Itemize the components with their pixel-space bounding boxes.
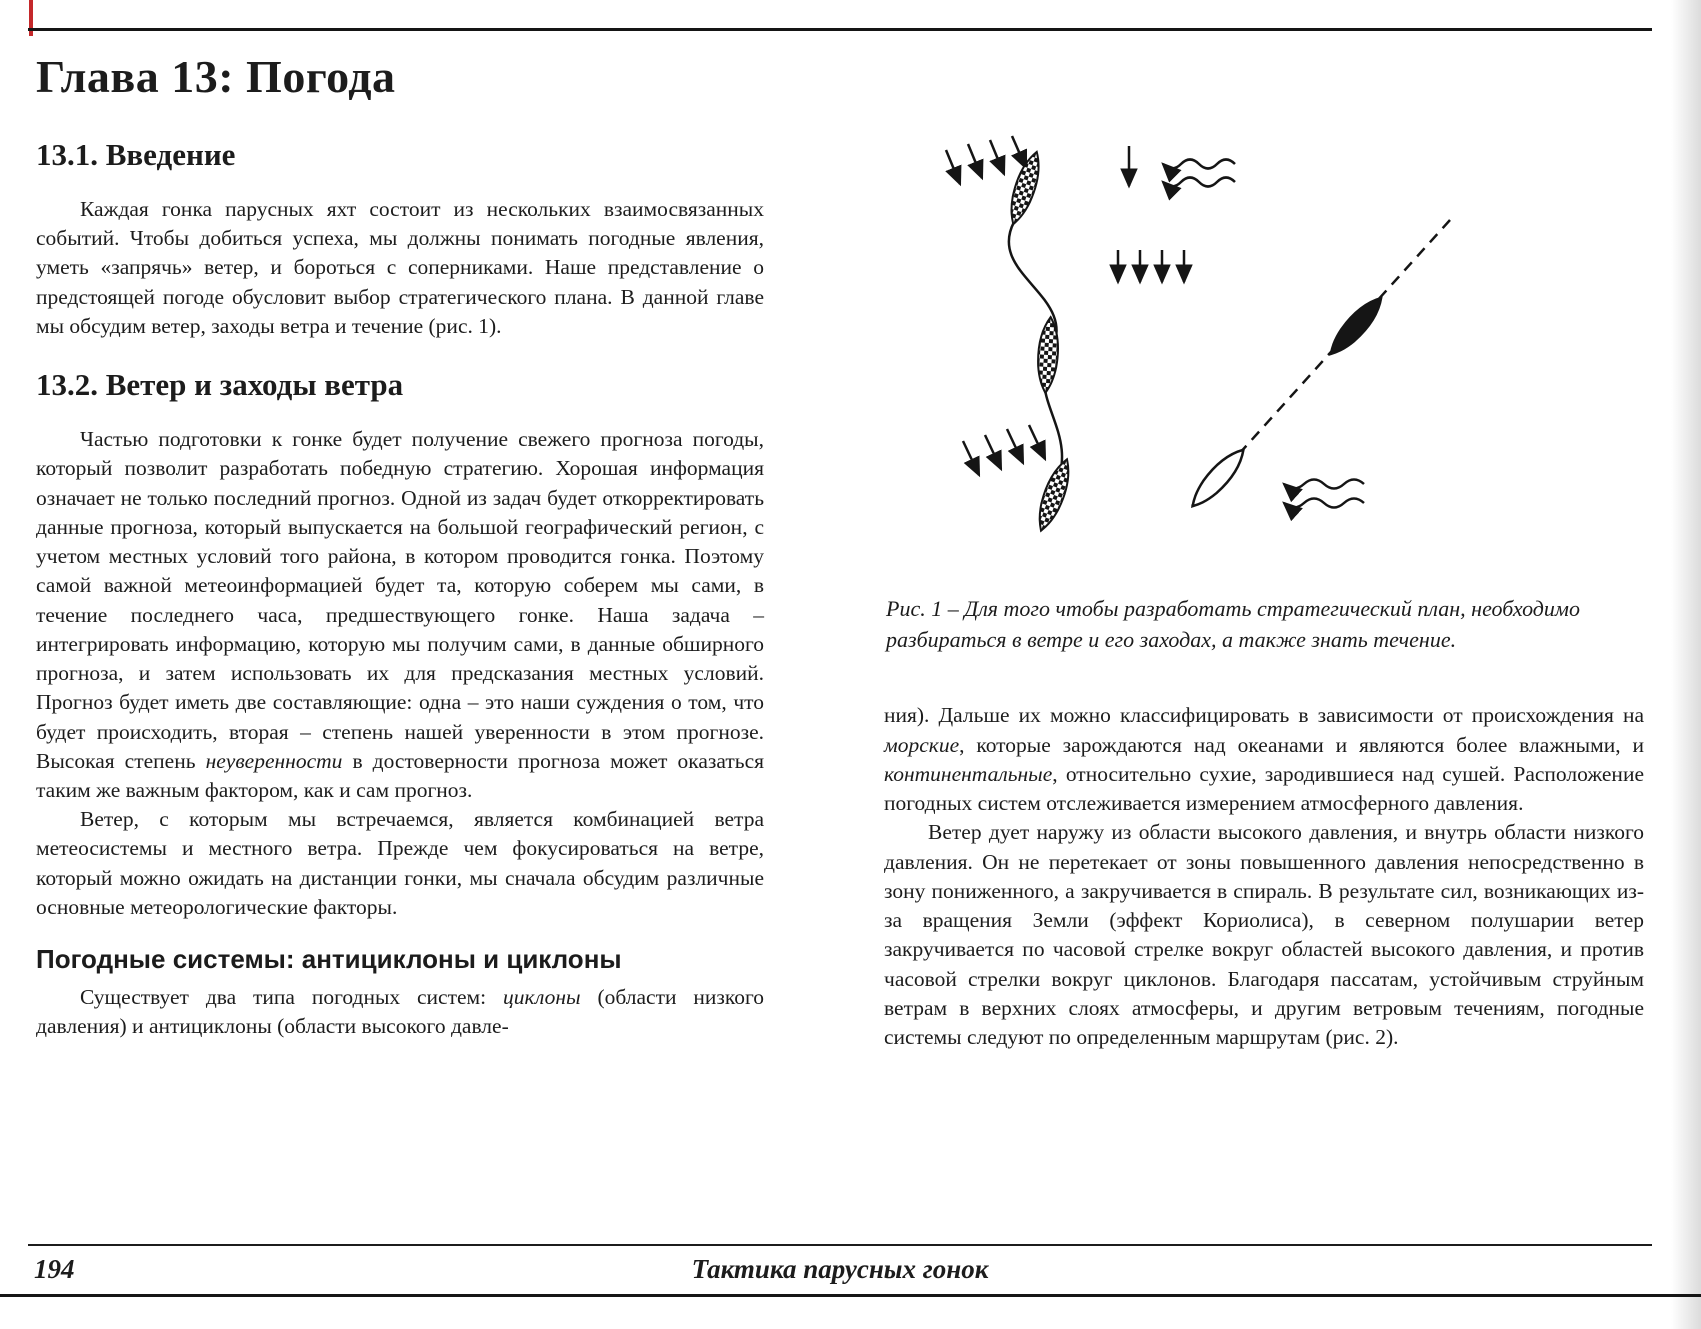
figure-1-caption: Рис. 1 – Для того чтобы разработать стратегический план, необходимо разбираться в ветре и его заходах, а также знать течение. (886, 596, 1580, 653)
right-column-text (884, 701, 1644, 1052)
paragraph-wind-2: Ветер, с которым мы встречаемся, является комбинацией ветра метеосистемы и местного ветра. Прежде чем фокусироваться на ветре, который можно ожидать на дистанции гонки, мы сначала обсудим различные основные метеорологические факторы. (36, 807, 764, 919)
paragraph-wind-1-part-a: Частью подготовки к гонке будет получение свежего прогноза погоды, который позволит разработать победную стратегию. Хорошая информация означает не только последний прогноз. Одной из задач будет откорректировать данные прогноза, который выпускается на большой географический регион, с учетом местных условий того района, в котором проводится гонка. Поэтому самой важной метеоинформацией будет та, которую соберем мы сами, в течение последнего часа, предшествующего гонке. Наша задача – интегрировать информацию, которую мы получим сами, в данные обширного прогноза, и затем использовать их для предсказания местных условий. Прогноз будет иметь две составляющие: одна – это наши суждения о том, что будет происходить, вторая – степень нашей уверенности в этом прогнозе. Высокая степень (36, 427, 764, 773)
paragraph-systems-continued (884, 701, 1644, 818)
paragraph-systems-continued-part-a: ния). Дальше их можно классифицировать в зависимости от происхождения на (884, 703, 1644, 728)
paragraph-systems-continued-part-b: , которые зарождаются над океанами и являются более влажными, и (959, 732, 1644, 757)
paragraph-wind-1 (36, 425, 764, 805)
left-column (36, 50, 764, 1042)
bottom-rule (0, 1294, 1701, 1297)
section-heading-13-2: 13.2. Ветер и заходы ветра (36, 367, 404, 403)
current-arrows-top (1163, 160, 1235, 187)
paragraph-intro: Каждая гонка парусных яхт состоит из нескольких взаимосвязанных событий. Чтобы добиться успеха, мы должны понимать погодные явления, уметь «запрячь» ветер, и бороться с соперниками. Наше представление о предстоящей погоде обусловит выбор стратегического плана. В данной главе мы обсудим ветер, заходы ветра и течение (рис. 1). (36, 197, 764, 338)
figure-1 (930, 128, 1644, 573)
boat-icon-dark (1323, 291, 1388, 360)
top-rule (28, 28, 1652, 31)
paragraph-weather-systems-emphasis: циклоны (503, 985, 581, 1010)
paragraph-weather-systems-part-b: (области низкого давления) и антициклоны (области высокого давле- (36, 985, 765, 1039)
paragraph-systems-continued-part-c: , относительно сухие, зародившиеся над сушей. Расположение погодных систем отслеживается измерением атмосферного давления. (884, 761, 1644, 816)
paragraph-systems-emphasis-marine: морские (884, 732, 960, 757)
paragraph-wind-1-part-b: в достоверности прогноза может оказаться таким же важным фактором, как и сам прогноз. (36, 748, 764, 802)
wind-arrows-middle (1118, 250, 1184, 282)
figure-1-illustration (930, 128, 1590, 568)
paragraph-weather-systems (36, 983, 764, 1041)
boat-icon-white (1185, 443, 1250, 512)
paragraph-systems-emphasis-continental: континентальные (884, 761, 1053, 786)
boat-icon-bottom (1032, 456, 1076, 534)
page-footer (28, 1244, 1652, 1292)
right-column (884, 128, 1644, 1052)
paragraph-weather-systems-part-a: Существует два типа погодных систем: (80, 985, 503, 1010)
scan-edge-shadow (1671, 0, 1701, 1329)
boat-icon-top (1004, 149, 1046, 227)
running-title: Тактика парусных гонок (691, 1254, 989, 1284)
paragraph-wind-1-emphasis: неуверенности (205, 748, 343, 773)
page-number: 194 (34, 1254, 75, 1284)
wind-arrows-top-left (946, 136, 1026, 184)
wind-arrows-bottom-left (963, 425, 1045, 475)
subsection-heading-weather-systems: Погодные системы: антициклоны и циклоны (36, 944, 622, 975)
section-heading-13-1: 13.1. Введение (36, 137, 236, 172)
chapter-title: Глава 13: Погода (36, 51, 396, 102)
paragraph-wind-direction: Ветер дует наружу из области высокого давления, и внутрь области низкого давления. Он не перетекает от зоны повышенного давления непосредственно в зону пониженного, а закручивается в спираль. В результате сил, возникающих из-за вращения Земли (эффект Кориолиса), в северном полушарии ветер закручивается по часовой стрелке вокруг областей высокого давления, и против часовой стрелки вокруг циклонов. Благодаря пассатам, устойчивым струйным ветрам в верхних слоях атмосферы, и другим ветровым течениям, погодные системы следуют по определенным маршрутам (рис. 2). (884, 820, 1644, 1050)
current-arrows-bottom (1284, 480, 1364, 508)
